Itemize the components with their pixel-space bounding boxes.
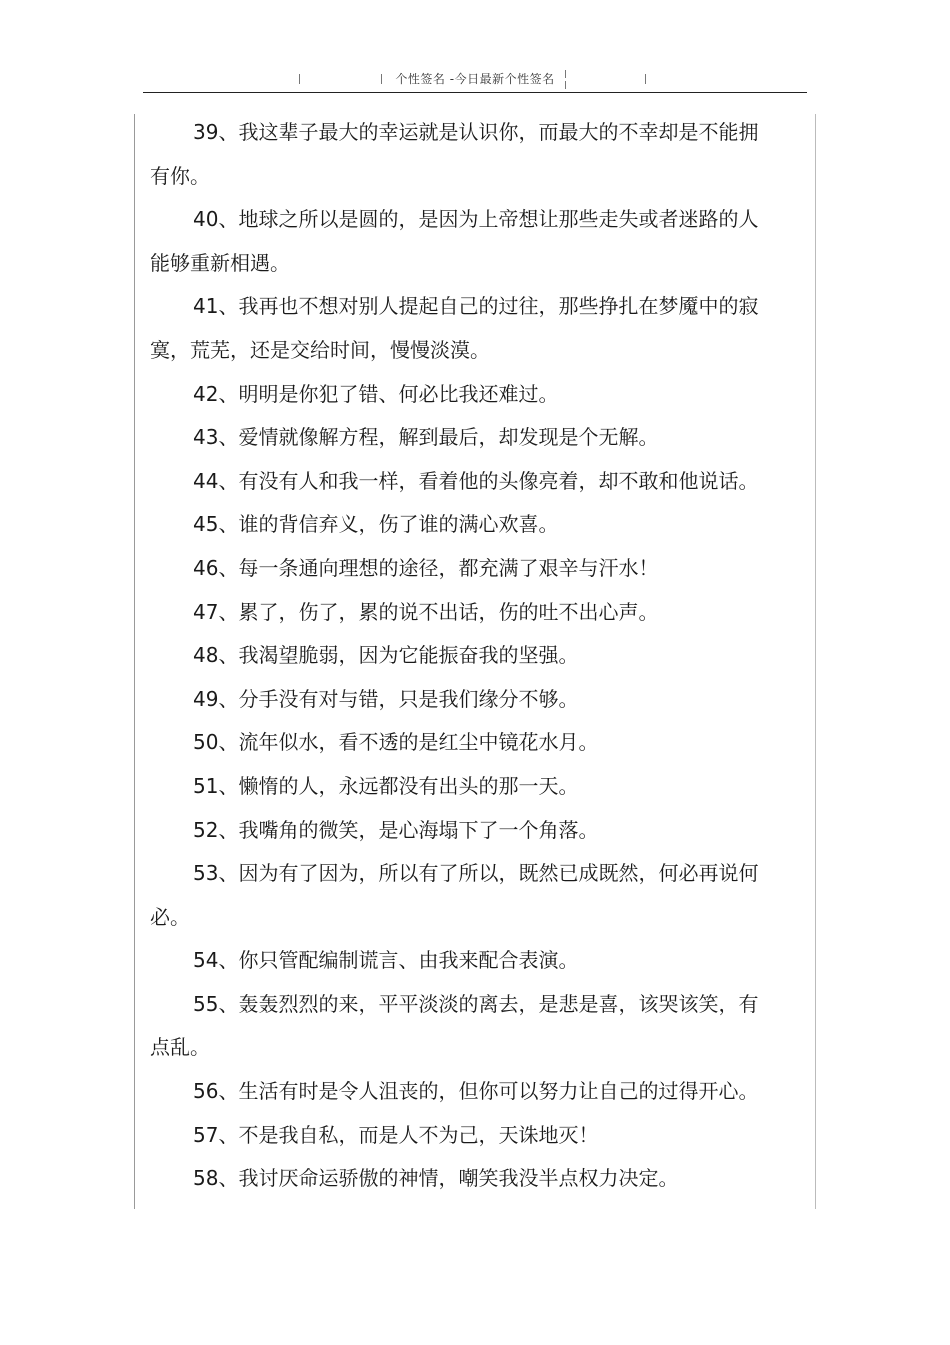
signature-line-41: 41、我再也不想对别人提起自己的过往，那些挣扎在梦魇中的寂寞，荒芜，还是交给时间，慢慢淡漠。 [150,294,759,362]
signature-line-45: 45、谁的背信弃义，伤了谁的满心欢喜。 [193,512,559,537]
signature-line-48: 48、我渴望脆弱，因为它能振奋我的坚强。 [193,643,579,668]
signature-line-44: 44、有没有人和我一样，看着他的头像亮着，却不敢和他说话。 [193,468,759,493]
signature-line-56: 56、生活有时是令人沮丧的，但你可以努力让自己的过得开心。 [193,1079,759,1104]
signature-line-49: 49、分手没有对与错，只是我们缘分不够。 [193,686,579,711]
signature-line-51: 51、懒惰的人，永远都没有出头的那一天。 [193,773,579,798]
signature-line-54: 54、你只管配编制谎言、由我来配合表演。 [193,948,579,973]
header-tick-mark [565,70,566,78]
document-body [150,111,775,1201]
header-tick-mark [565,81,566,89]
signature-line-46: 46、每一条通向理想的途径，都充满了艰辛与汗水！ [193,555,659,580]
page-header [143,64,807,93]
signature-line-47: 47、累了，伤了，累的说不出话，伤的吐不出心声。 [193,599,659,624]
signature-line-57: 57、不是我自私，而是人不为己，天诛地灭！ [193,1122,599,1147]
signature-line-52: 52、我嘴角的微笑，是心海塌下了一个角落。 [193,817,599,842]
page-frame-right-border [815,114,816,1209]
header-title: 个性签名 -今日最新个性签名 [395,72,555,86]
page-frame-left-border [134,114,135,1209]
signature-line-40: 40、地球之所以是圆的，是因为上帝想让那些走失或者迷路的人能够重新相遇。 [150,207,759,275]
signature-line-55: 55、轰轰烈烈的来，平平淡淡的离去，是悲是喜，该哭该笑，有点乱。 [150,991,759,1060]
signature-line-58: 58、我讨厌命运骄傲的神情，嘲笑我没半点权力决定。 [193,1166,679,1191]
signature-line-39: 39、我这辈子最大的幸运就是认识你，而最大的不幸却是不能拥有你。 [150,120,759,188]
signature-line-50: 50、流年似水，看不透的是红尘中镜花水月。 [193,730,599,755]
header-tick-mark [299,74,300,84]
signature-line-43: 43、爱情就像解方程，解到最后，却发现是个无解。 [193,425,659,450]
signature-line-42: 42、明明是你犯了错、何必比我还难过。 [193,381,559,406]
header-tick-mark [645,74,646,84]
signature-line-53: 53、因为有了因为，所以有了所以，既然已成既然，何必再说何必。 [150,861,759,929]
header-tick-mark [381,74,382,84]
